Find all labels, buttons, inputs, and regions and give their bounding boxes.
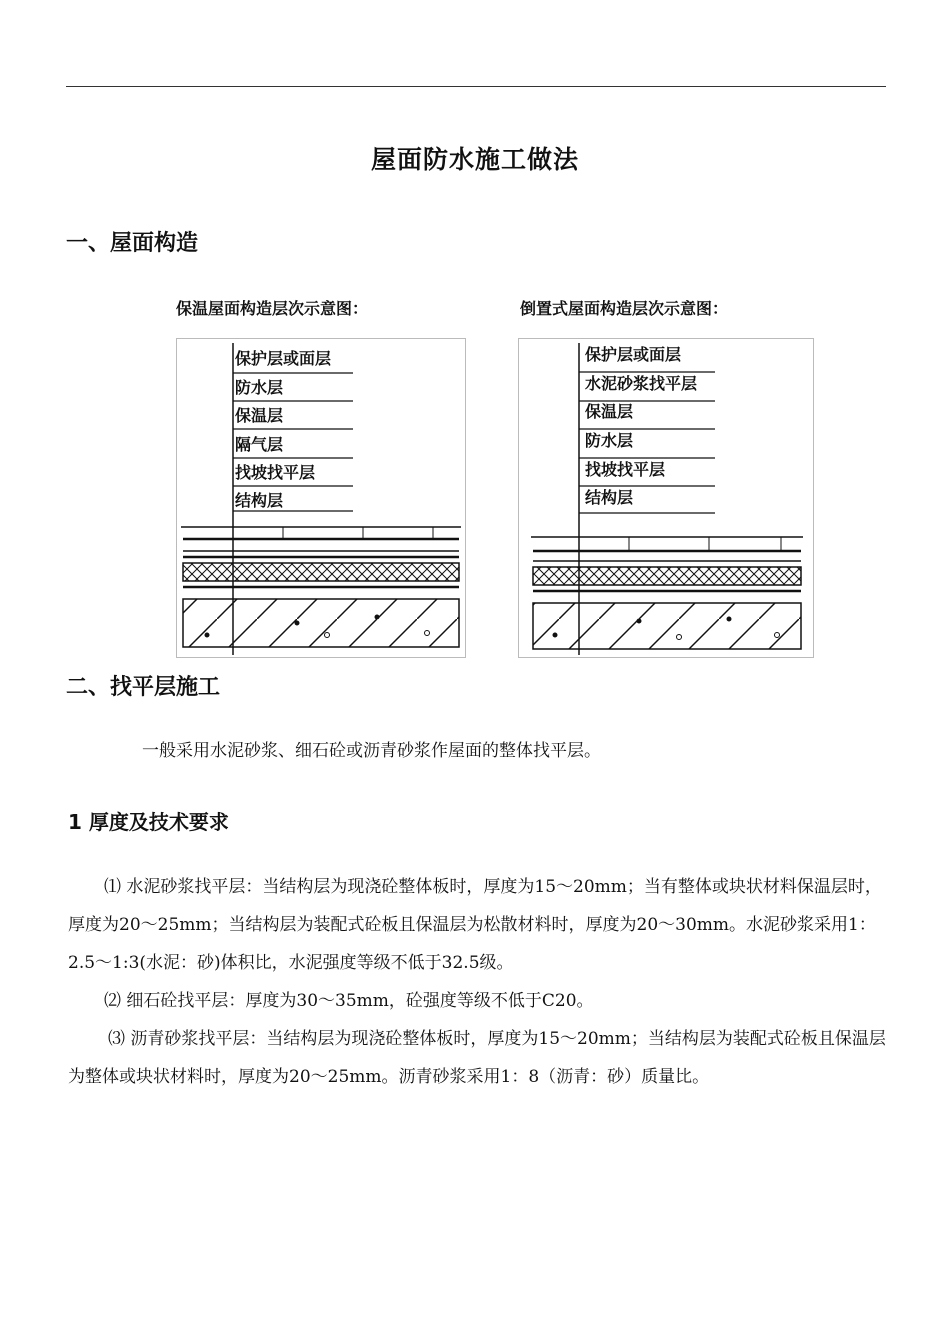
- page-title: 屋面防水施工做法: [370, 145, 579, 174]
- figure-right: [518, 338, 814, 658]
- layer-label: 找坡找平层: [585, 460, 666, 479]
- layer-label: 保温层: [585, 402, 634, 421]
- paragraph-asphalt-mortar: ⑶ 沥青砂浆找平层：当结构层为现浇砼整体板时，厚度为15～20mm；当结构层为装配式砼板且保温层为整体或块状材料时，厚度为20～25mm。沥青砂浆采用1：8（沥青：砂）质量比。: [68, 1029, 886, 1087]
- paragraph-fine-concrete: ⑵ 细石砼找平层：厚度为30～35mm，砼强度等级不低于C20。: [104, 991, 594, 1011]
- layer-label: 水泥砂浆找平层: [585, 374, 698, 393]
- layer-label: 结构层: [585, 488, 634, 507]
- layer-label: 保护层或面层: [235, 349, 332, 368]
- figure-caption-left: 保温屋面构造层次示意图：: [176, 299, 369, 318]
- inverted-roof-diagram: [519, 339, 813, 657]
- layer-label: 找坡找平层: [235, 463, 316, 482]
- intro-paragraph: 一般采用水泥砂浆、细石砼或沥青砂浆作屋面的整体找平层。: [142, 741, 601, 761]
- layer-label: 隔气层: [235, 435, 284, 454]
- roof-cross-section: [531, 537, 803, 649]
- subsection-heading: 1 厚度及技术要求: [68, 810, 229, 834]
- section-heading-leveling: 二、找平层施工: [66, 675, 221, 700]
- figure-caption-right: 倒置式屋面构造层次示意图：: [520, 299, 729, 318]
- header-rule: [66, 86, 886, 87]
- layer-label: 防水层: [235, 378, 284, 397]
- paragraph-cement-mortar: ⑴ 水泥砂浆找平层：当结构层为现浇砼整体板时，厚度为15～20mm；当有整体或块状材料保温层时，厚度为20～25mm；当结构层为装配式砼板且保温层为松散材料时，厚度为20～30mm。水泥砂浆采用1：2.5～1:3(水泥：砂)体积比，水泥强度等级不低于32.5级。: [68, 877, 882, 973]
- layer-label: 保护层或面层: [585, 345, 682, 364]
- layer-label: 保温层: [235, 406, 284, 425]
- layer-label: 防水层: [585, 431, 634, 450]
- roof-cross-section: [181, 527, 461, 647]
- insulated-roof-diagram: [177, 339, 465, 657]
- section-heading-structure: 一、屋面构造: [66, 231, 199, 256]
- layer-label: 结构层: [235, 491, 284, 510]
- figure-left: [176, 338, 466, 658]
